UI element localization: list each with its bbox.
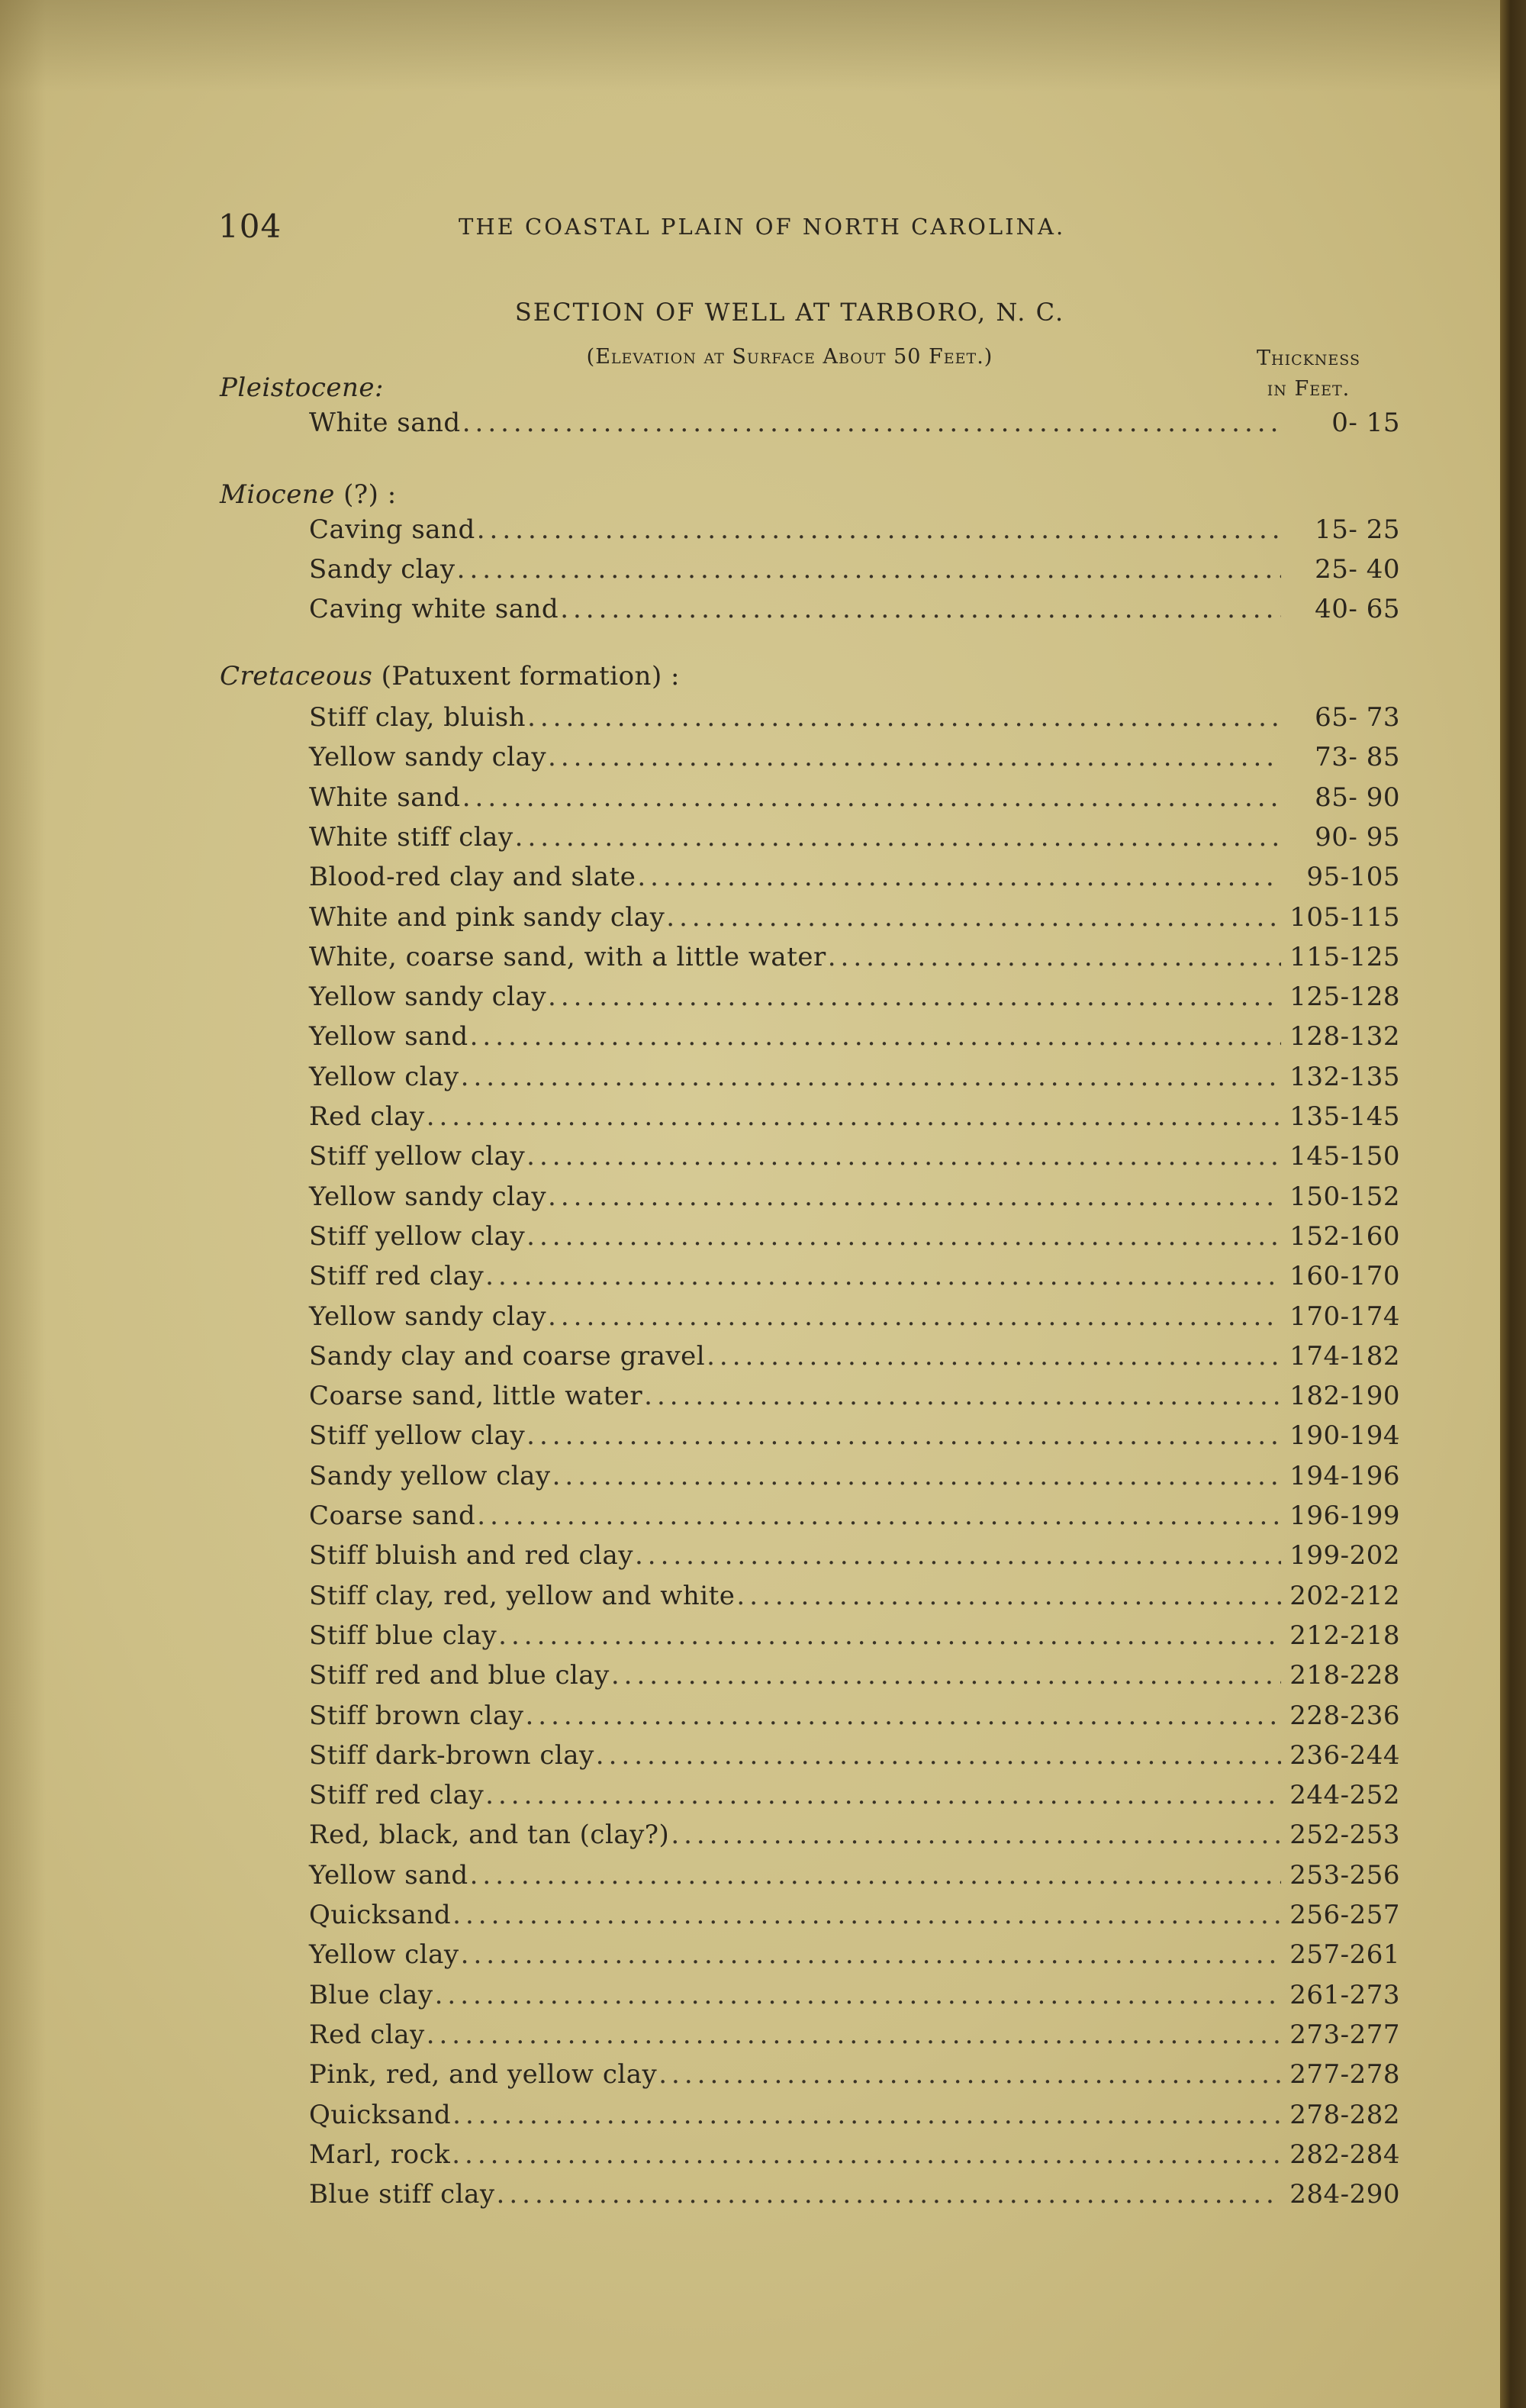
table-row — [309, 594, 1400, 627]
table-row — [309, 982, 1400, 1015]
dot-leader — [548, 1181, 1281, 1212]
table-row — [309, 1420, 1400, 1454]
dot-leader — [477, 514, 1281, 545]
table-row — [309, 2139, 1400, 2173]
stratum-description: Yellow sandy clay — [309, 1301, 547, 1332]
stratum-thickness: 125-128 — [1289, 982, 1400, 1012]
table-row — [309, 1341, 1400, 1375]
stratum-description: Stiff bluish and red clay — [309, 1540, 633, 1571]
dot-leader — [452, 1900, 1281, 1930]
dot-leader — [461, 1062, 1281, 1092]
stratum-thickness: 85- 90 — [1315, 782, 1400, 813]
group-label-pleistocene — [220, 372, 384, 403]
stratum-thickness: 218-228 — [1289, 1660, 1400, 1691]
table-row — [309, 1820, 1400, 1853]
dot-leader — [666, 902, 1281, 933]
table-row — [309, 2100, 1400, 2133]
stratum-thickness: 202-212 — [1289, 1581, 1400, 1611]
stratum-description: Caving sand — [309, 514, 475, 545]
dot-leader — [707, 1341, 1281, 1372]
stratum-description: White, coarse sand, with a little water — [309, 942, 826, 972]
table-row — [309, 1581, 1400, 1614]
stratum-description: Quicksand — [309, 1900, 452, 1930]
table-row — [309, 2059, 1400, 2093]
group-label-miocene — [220, 479, 397, 510]
stratum-description: Coarse sand, little water — [309, 1381, 643, 1411]
table-row — [309, 2020, 1400, 2053]
stratum-description: Caving white sand — [309, 594, 559, 624]
stratum-thickness: 40- 65 — [1315, 594, 1400, 624]
group-suffix: (Patuxent formation) : — [372, 661, 680, 691]
stratum-thickness: 278-282 — [1289, 2100, 1400, 2130]
table-row — [309, 2179, 1400, 2213]
table-row — [309, 942, 1400, 975]
dot-leader — [526, 1141, 1281, 1172]
dot-leader — [671, 1820, 1281, 1850]
dot-leader — [452, 2139, 1281, 2170]
dot-leader — [515, 822, 1281, 853]
table-row — [309, 1181, 1400, 1215]
table-row — [309, 902, 1400, 936]
stratum-thickness: 244-252 — [1289, 1780, 1400, 1810]
running-title: THE COASTAL PLAIN OF NORTH CAROLINA. — [459, 214, 1066, 240]
table-row — [309, 1980, 1400, 2013]
stratum-description: Blue clay — [309, 1980, 433, 2010]
table-row — [309, 1540, 1400, 1574]
stratum-description: Yellow sandy clay — [309, 1181, 547, 1212]
dot-leader — [457, 554, 1281, 585]
page-number: 104 — [218, 208, 282, 245]
stratum-description: Stiff yellow clay — [309, 1420, 526, 1451]
group-name: Miocene — [220, 479, 335, 510]
dot-leader — [548, 1301, 1281, 1332]
dot-leader — [828, 942, 1281, 972]
stratum-thickness: 174-182 — [1289, 1341, 1400, 1372]
table-row — [309, 1700, 1400, 1734]
stratum-thickness: 253-256 — [1289, 1860, 1400, 1891]
stratum-thickness: 182-190 — [1289, 1381, 1400, 1411]
dot-leader — [596, 1740, 1281, 1771]
stratum-description: Stiff yellow clay — [309, 1141, 526, 1172]
dot-leader — [526, 1700, 1282, 1731]
dot-leader — [658, 2059, 1281, 2090]
dot-leader — [462, 408, 1281, 438]
stratum-thickness: 257-261 — [1289, 1939, 1400, 1970]
dot-leader — [470, 1860, 1281, 1891]
dot-leader — [427, 2020, 1281, 2050]
table-row — [309, 1860, 1400, 1894]
stratum-description: Yellow clay — [309, 1062, 459, 1092]
dot-leader — [527, 702, 1281, 733]
table-row — [309, 782, 1400, 816]
table-row — [309, 1021, 1400, 1055]
dot-leader — [461, 1939, 1281, 1970]
stratum-description: Stiff red clay — [309, 1780, 485, 1810]
stratum-thickness: 170-174 — [1289, 1301, 1400, 1332]
dot-leader — [427, 1101, 1281, 1132]
stratum-thickness: 25- 40 — [1315, 554, 1400, 585]
table-row — [309, 1261, 1400, 1294]
table-row — [309, 1501, 1400, 1534]
stratum-description: Coarse sand — [309, 1501, 476, 1531]
stratum-description: White sand — [309, 782, 461, 813]
stratum-description: Marl, rock — [309, 2139, 451, 2170]
table-row — [309, 742, 1400, 775]
table-row — [309, 1381, 1400, 1414]
dot-leader — [548, 742, 1281, 772]
table-row — [309, 1660, 1400, 1694]
stratum-thickness: 212-218 — [1289, 1620, 1400, 1651]
table-row — [309, 408, 1400, 441]
table-row — [309, 1141, 1400, 1175]
table-row — [309, 1900, 1400, 1933]
stratum-thickness: 152-160 — [1289, 1221, 1400, 1252]
stratum-description: Pink, red, and yellow clay — [309, 2059, 658, 2090]
dot-leader — [644, 1381, 1281, 1411]
stratum-description: Stiff clay, bluish — [309, 702, 526, 733]
dot-leader — [498, 1620, 1281, 1651]
stratum-description: Sandy clay and coarse gravel — [309, 1341, 706, 1372]
stratum-description: Stiff red clay — [309, 1261, 485, 1291]
table-row — [309, 1221, 1400, 1255]
table-row — [309, 1939, 1400, 1973]
stratum-thickness: 15- 25 — [1315, 514, 1400, 545]
table-row — [309, 1740, 1400, 1774]
table-row — [309, 702, 1400, 736]
table-row — [309, 1620, 1400, 1654]
dot-leader — [452, 2100, 1281, 2130]
stratum-thickness: 105-115 — [1289, 902, 1400, 933]
stratum-description: Yellow sand — [309, 1860, 468, 1891]
stratum-thickness: 236-244 — [1289, 1740, 1400, 1771]
stratum-description: Stiff clay, red, yellow and white — [309, 1581, 736, 1611]
stratum-thickness: 128-132 — [1289, 1021, 1400, 1052]
stratum-description: Blue stiff clay — [309, 2179, 495, 2210]
stratum-description: Stiff brown clay — [309, 1700, 524, 1731]
thickness-column-heading — [1221, 343, 1396, 405]
stratum-thickness: 115-125 — [1289, 942, 1400, 972]
stratum-thickness: 199-202 — [1289, 1540, 1400, 1571]
stratum-thickness: 282-284 — [1289, 2139, 1400, 2170]
dot-leader — [477, 1501, 1281, 1531]
dot-leader — [552, 1461, 1281, 1491]
stratum-thickness: 284-290 — [1289, 2179, 1400, 2210]
section-title: SECTION OF WELL AT TARBORO, N. C. — [514, 298, 1065, 327]
stratum-description: Stiff blue clay — [309, 1620, 497, 1651]
dot-leader — [635, 1540, 1281, 1571]
stratum-description: Red clay — [309, 2020, 425, 2050]
stratum-description: Blood-red clay and slate — [309, 862, 636, 892]
stratum-thickness: 196-199 — [1289, 1501, 1400, 1531]
table-row — [309, 1461, 1400, 1494]
table-row — [309, 1101, 1400, 1135]
dot-leader — [485, 1261, 1281, 1291]
dot-leader — [470, 1021, 1281, 1052]
stratum-thickness: 0- 15 — [1331, 408, 1400, 438]
dot-leader — [497, 2179, 1281, 2210]
stratum-thickness: 252-253 — [1289, 1820, 1400, 1850]
page-top-shadow — [0, 0, 1526, 92]
stratum-description: Sandy clay — [309, 554, 456, 585]
dot-leader — [435, 1980, 1281, 2010]
stratum-thickness: 73- 85 — [1315, 742, 1400, 772]
stratum-thickness: 135-145 — [1289, 1101, 1400, 1132]
stratum-description: White and pink sandy clay — [309, 902, 665, 933]
stratum-thickness: 95-105 — [1306, 862, 1400, 892]
dot-leader — [526, 1420, 1281, 1451]
stratum-description: Quicksand — [309, 2100, 452, 2130]
column-heading-line-2: in Feet. — [1267, 377, 1351, 401]
table-row — [309, 554, 1400, 588]
stratum-description: White stiff clay — [309, 822, 513, 853]
table-row — [309, 862, 1400, 895]
dot-leader — [526, 1221, 1281, 1252]
stratum-description: Stiff dark-brown clay — [309, 1740, 594, 1771]
group-suffix: (?) : — [334, 479, 397, 510]
stratum-thickness: 150-152 — [1289, 1181, 1400, 1212]
table-row — [309, 1301, 1400, 1335]
stratum-description: Yellow sand — [309, 1021, 468, 1052]
stratum-description: Yellow sandy clay — [309, 742, 547, 772]
page-header — [218, 208, 1370, 253]
stratum-description: Yellow sandy clay — [309, 982, 547, 1012]
dot-leader — [548, 982, 1281, 1012]
dot-leader — [637, 862, 1281, 892]
group-name: Cretaceous — [220, 661, 373, 691]
dot-leader — [485, 1780, 1281, 1810]
dot-leader — [560, 594, 1281, 624]
table-row — [309, 1062, 1400, 1095]
stratum-thickness: 132-135 — [1289, 1062, 1400, 1092]
stratum-description: Red, black, and tan (clay?) — [309, 1820, 670, 1850]
stratum-thickness: 65- 73 — [1315, 702, 1400, 733]
stratum-description: Sandy yellow clay — [309, 1461, 551, 1491]
stratum-thickness: 261-273 — [1289, 1980, 1400, 2010]
stratum-thickness: 194-196 — [1289, 1461, 1400, 1491]
dot-leader — [736, 1581, 1281, 1611]
table-row — [309, 1780, 1400, 1813]
stratum-thickness: 228-236 — [1289, 1700, 1400, 1731]
stratum-thickness: 145-150 — [1289, 1141, 1400, 1172]
group-label-cretaceous — [220, 661, 680, 691]
stratum-thickness: 190-194 — [1289, 1420, 1400, 1451]
stratum-thickness: 160-170 — [1289, 1261, 1400, 1291]
stratum-description: Yellow clay — [309, 1939, 459, 1970]
stratum-description: White sand — [309, 408, 461, 438]
dot-leader — [462, 782, 1281, 813]
group-name: Pleistocene: — [220, 372, 384, 403]
stratum-description: Stiff yellow clay — [309, 1221, 526, 1252]
stratum-thickness: 277-278 — [1289, 2059, 1400, 2090]
stratum-description: Red clay — [309, 1101, 425, 1132]
stratum-thickness: 90- 95 — [1315, 822, 1400, 853]
section-subtitle: (Elevation at Surface About 50 Feet.) — [586, 345, 993, 369]
stratum-thickness: 273-277 — [1289, 2020, 1400, 2050]
stratum-description: Stiff red and blue clay — [309, 1660, 610, 1691]
table-row — [309, 514, 1400, 548]
column-heading-line-1: Thickness — [1256, 347, 1360, 370]
stratum-thickness: 256-257 — [1289, 1900, 1400, 1930]
dot-leader — [611, 1660, 1281, 1691]
table-row — [309, 822, 1400, 856]
